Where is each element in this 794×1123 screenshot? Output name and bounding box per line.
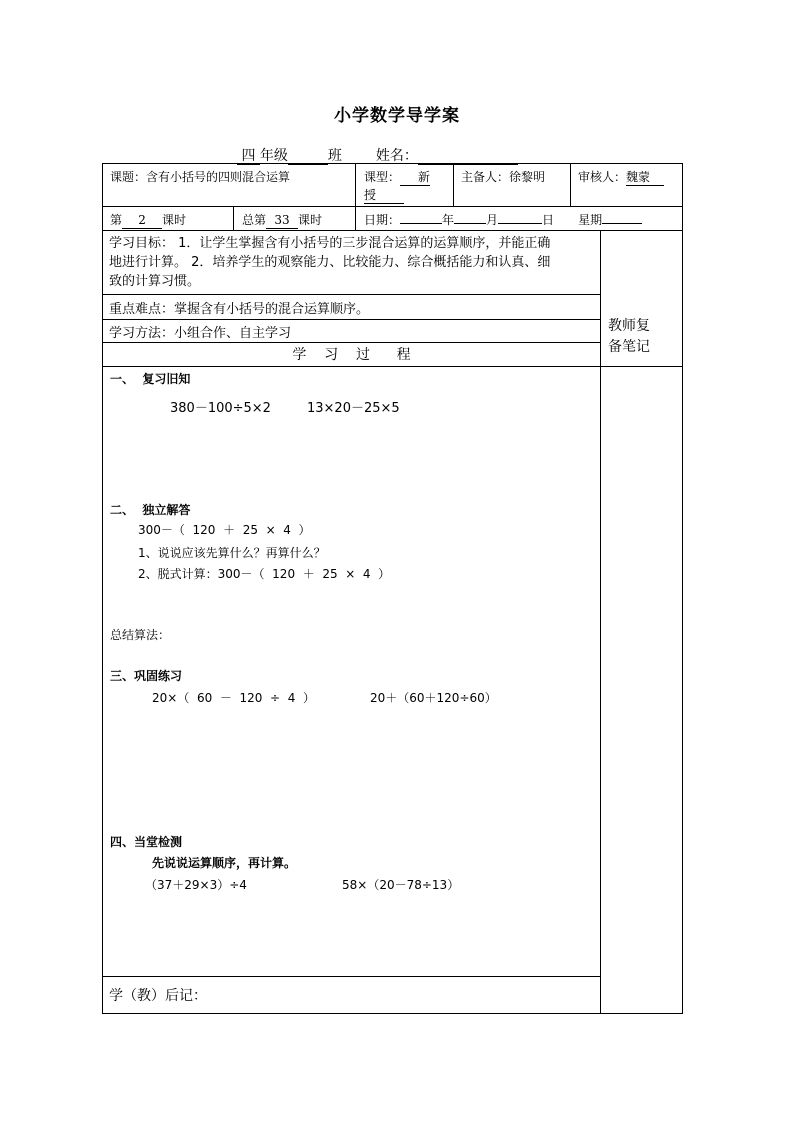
lesson-type-cell xyxy=(364,168,430,186)
col-divider xyxy=(233,206,234,230)
total-no: 33 xyxy=(266,213,298,229)
col-divider xyxy=(453,164,454,206)
date-cell xyxy=(364,211,642,228)
lesson-type-value: 新 xyxy=(400,170,430,186)
period-cell xyxy=(110,211,186,229)
day-label: 日 xyxy=(542,213,555,227)
learning-goals xyxy=(109,234,550,291)
total-suffix: 课时 xyxy=(298,213,323,227)
student-info-line xyxy=(237,145,518,165)
month-label: 月 xyxy=(486,213,499,227)
section-review-heading: 一、 复习旧知 xyxy=(110,372,191,386)
afterword-label: 学（教）后记： xyxy=(109,988,207,1004)
teacher-notes-line: 备笔记 xyxy=(608,339,650,355)
col-divider xyxy=(600,230,601,1013)
goals-line: 地进行计算。 2．培养学生的观察能力、比较能力、综合概括能力和认真、细 xyxy=(109,255,551,270)
class-label: 班 xyxy=(327,148,342,164)
day-blank[interactable] xyxy=(498,211,542,224)
week-label: 星期 xyxy=(578,213,603,227)
name-label: 姓名： xyxy=(375,148,418,164)
lesson-plan-table xyxy=(102,163,683,1014)
process-heading: 学 习 过 程 xyxy=(292,347,411,363)
key-points: 重点难点：掌握含有小括号的混合运算顺序。 xyxy=(109,302,370,317)
col-divider xyxy=(355,206,356,230)
grade-value: 四 xyxy=(241,148,256,164)
row-divider xyxy=(103,230,682,231)
lesson-type-label: 课型： xyxy=(364,170,401,184)
year-blank[interactable] xyxy=(400,211,442,224)
total-period-cell xyxy=(242,211,322,229)
month-blank[interactable] xyxy=(454,211,486,224)
teacher-notes-label xyxy=(608,316,650,358)
practice-expression: 20＋（60＋120÷60） xyxy=(370,691,497,705)
summary-label: 总结算法： xyxy=(110,628,171,642)
check-expression: （37＋29×3）÷4 xyxy=(145,878,247,892)
review-expression: 380－100÷5×2 xyxy=(170,401,271,416)
section-solve-heading: 二、 独立解答 xyxy=(110,503,191,517)
col-divider xyxy=(355,164,356,206)
total-prefix: 总第 xyxy=(242,213,267,227)
check-expression: 58×（20－78÷13） xyxy=(342,878,460,892)
reviewer-cell xyxy=(578,168,664,186)
goals-line: 学习目标： 1．让学生掌握含有小括号的三步混合运算的运算顺序，并能正确 xyxy=(109,236,551,251)
period-prefix: 第 xyxy=(110,213,123,227)
row-divider xyxy=(103,342,600,343)
year-label: 年 xyxy=(442,213,455,227)
row-divider xyxy=(103,206,682,207)
row-divider xyxy=(103,366,682,367)
lesson-type-value2: 授 xyxy=(364,188,404,204)
period-no: 2 xyxy=(122,213,162,229)
solve-expression: 300－（ 120 ＋ 25 × 4 ） xyxy=(138,523,311,537)
solve-question-1: 1、说说应该先算什么？再算什么？ xyxy=(138,546,326,560)
learning-method: 学习方法：小组合作、自主学习 xyxy=(109,326,292,341)
reviewer-value: 魏蒙 xyxy=(626,170,664,186)
week-blank[interactable] xyxy=(602,211,642,224)
col-divider xyxy=(570,164,571,206)
goals-line: 致的计算习惯。 xyxy=(109,274,201,289)
teacher-notes-line: 教师复 xyxy=(608,318,650,334)
period-suffix: 课时 xyxy=(162,213,187,227)
row-divider xyxy=(103,319,600,320)
row-divider xyxy=(103,294,600,295)
date-label: 日期： xyxy=(364,213,401,227)
page-title: 小学数学导学案 xyxy=(334,106,460,126)
check-instruction: 先说说运算顺序，再计算。 xyxy=(152,856,297,870)
grade-label: 年级 xyxy=(259,148,288,164)
reviewer-label: 审核人： xyxy=(578,170,627,184)
section-check-heading: 四、当堂检测 xyxy=(110,835,183,849)
solve-question-2: 2、脱式计算：300－（ 120 ＋ 25 × 4 ） xyxy=(138,567,391,581)
section-practice-heading: 三、巩固练习 xyxy=(110,669,183,683)
row-divider xyxy=(103,976,600,977)
topic-cell: 课题：含有小括号的四则混合运算 xyxy=(110,170,291,184)
author-cell: 主备人：徐黎明 xyxy=(461,170,546,184)
practice-expression: 20×（ 60 － 120 ÷ 4 ） xyxy=(152,691,315,705)
review-expression: 13×20－25×5 xyxy=(307,401,400,416)
lesson-type-cell-line2 xyxy=(364,188,404,204)
